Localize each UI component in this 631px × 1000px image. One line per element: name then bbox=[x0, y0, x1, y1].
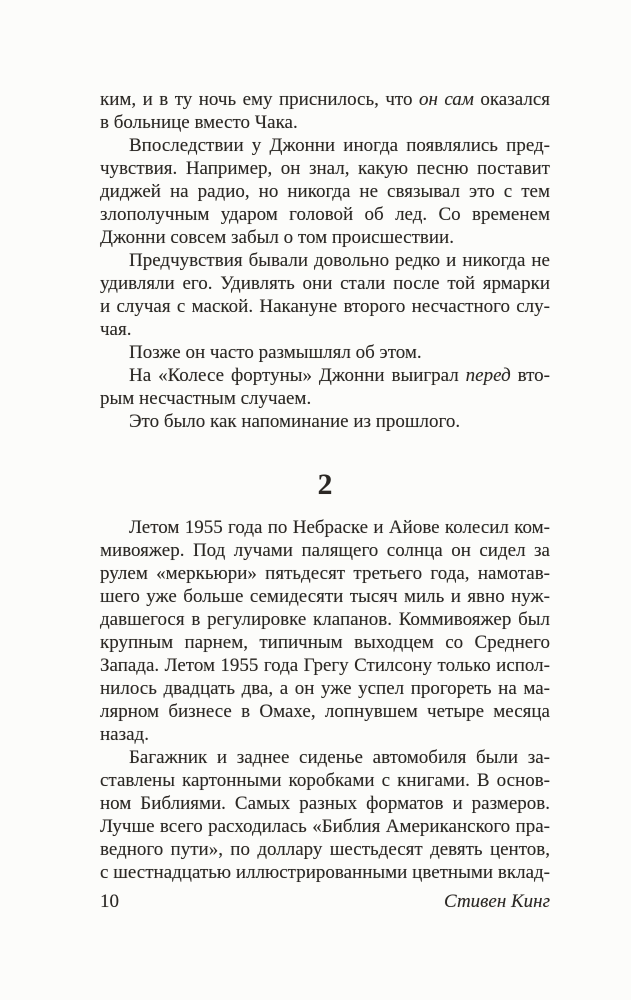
text-line bbox=[100, 838, 550, 861]
text-line bbox=[100, 364, 550, 387]
text-line bbox=[100, 723, 550, 746]
chapter-number-heading: 2 bbox=[317, 469, 333, 501]
text-line bbox=[100, 295, 550, 318]
text-run: лярном бизнесе в Омахе, лопнувшем четыре месяца bbox=[100, 701, 550, 722]
paragraph bbox=[100, 516, 550, 746]
text-run: ставлены картонными коробками с книгами. В основ- bbox=[100, 770, 550, 791]
paragraph bbox=[100, 134, 550, 249]
text-run: диджей на радио, но никогда не связывал это с тем bbox=[100, 181, 550, 202]
page-number: 10 bbox=[100, 891, 119, 912]
text-line bbox=[100, 861, 550, 884]
text-run: шего уже больше семидесяти тысяч миль и явно нуж- bbox=[100, 586, 550, 607]
text-line bbox=[100, 387, 550, 410]
paragraph bbox=[100, 249, 550, 341]
text-line bbox=[100, 792, 550, 815]
text-run: нилось двадцать два, а он уже успел прогореть на ма- bbox=[100, 678, 550, 699]
text-line bbox=[100, 318, 550, 341]
page-text-block bbox=[100, 88, 550, 884]
text-line bbox=[100, 815, 550, 838]
text-line bbox=[100, 539, 550, 562]
paragraph bbox=[100, 746, 550, 884]
text-run: в больнице вместо Чака. bbox=[100, 112, 298, 133]
text-line bbox=[100, 769, 550, 792]
paragraph bbox=[100, 88, 550, 134]
text-run: удивляли его. Удивлять они стали после той ярмарки bbox=[100, 273, 550, 294]
section-continued-text bbox=[100, 88, 550, 433]
text-run: На «Колесе фортуны» Джонни выиграл bbox=[129, 365, 466, 386]
text-run: чая. bbox=[100, 319, 132, 340]
text-line bbox=[100, 111, 550, 134]
text-line bbox=[100, 341, 550, 364]
text-line bbox=[100, 203, 550, 226]
italic-text-run: перед bbox=[465, 365, 511, 386]
text-line bbox=[100, 562, 550, 585]
paragraph bbox=[100, 410, 550, 433]
text-run: Летом 1955 года по Небраске и Айове колесил ком- bbox=[129, 517, 550, 538]
text-run: ведного пути», по доллару шестьдесят девять центов, bbox=[100, 839, 550, 860]
text-line bbox=[100, 654, 550, 677]
text-line bbox=[100, 410, 550, 433]
text-run: злополучным ударом головой об лед. Со временем bbox=[100, 204, 550, 225]
text-run: Багажник и заднее сиденье автомобиля были за- bbox=[129, 747, 550, 768]
text-line bbox=[100, 608, 550, 631]
text-line bbox=[100, 677, 550, 700]
text-run: ном Библиями. Самых разных форматов и размеров. bbox=[100, 793, 550, 814]
text-run: оказался bbox=[473, 89, 551, 110]
text-run: крупным парнем, типичным выходцем со Среднего bbox=[100, 632, 550, 653]
text-line bbox=[100, 516, 550, 539]
text-run: Это было как напоминание из прошлого. bbox=[129, 411, 461, 432]
paragraph bbox=[100, 364, 550, 410]
text-line bbox=[100, 88, 550, 111]
text-line bbox=[100, 180, 550, 203]
text-run: ким, и в ту ночь ему приснилось, что bbox=[100, 89, 419, 110]
text-run: чувствия. Например, он знал, какую песню поставит bbox=[100, 158, 550, 179]
text-run: Джонни совсем забыл о том происшествии. bbox=[100, 227, 454, 248]
text-run: Запада. Летом 1955 года Грегу Стилсону только испол- bbox=[100, 655, 550, 676]
text-line bbox=[100, 226, 550, 249]
text-run: и случая с маской. Накануне второго несчастного слу- bbox=[100, 296, 550, 317]
text-run: с шестнадцатью иллюстрированными цветными вклад- bbox=[100, 862, 550, 883]
text-run: Лучше всего расходилась «Библия Американского пра- bbox=[100, 816, 550, 837]
text-line bbox=[100, 585, 550, 608]
italic-text-run: он сам bbox=[418, 89, 474, 110]
text-run: назад. bbox=[100, 724, 149, 745]
running-author: Стивен Кинг bbox=[444, 891, 550, 912]
section-chapter-2-text bbox=[100, 516, 550, 884]
text-line bbox=[100, 272, 550, 295]
text-line bbox=[100, 700, 550, 723]
text-line bbox=[100, 249, 550, 272]
text-run: мивояжер. Под лучами палящего солнца он сидел за bbox=[100, 540, 550, 561]
text-run: вто- bbox=[510, 365, 550, 386]
text-run: рым несчастным случаем. bbox=[100, 388, 312, 409]
text-line bbox=[100, 134, 550, 157]
text-line bbox=[100, 157, 550, 180]
paragraph bbox=[100, 341, 550, 364]
text-run: давшегося в регулировке клапанов. Коммивояжер был bbox=[100, 609, 550, 630]
text-run: Впоследствии у Джонни иногда появлялись пред- bbox=[129, 135, 550, 156]
text-run: рулем «меркьюри» пятьдесят третьего года, намотав- bbox=[100, 563, 550, 584]
text-line bbox=[100, 746, 550, 769]
page-footer bbox=[100, 890, 550, 913]
text-run: Позже он часто размышлял об этом. bbox=[129, 342, 422, 363]
text-line bbox=[100, 631, 550, 654]
text-run: Предчувствия бывали довольно редко и никогда не bbox=[129, 250, 550, 271]
